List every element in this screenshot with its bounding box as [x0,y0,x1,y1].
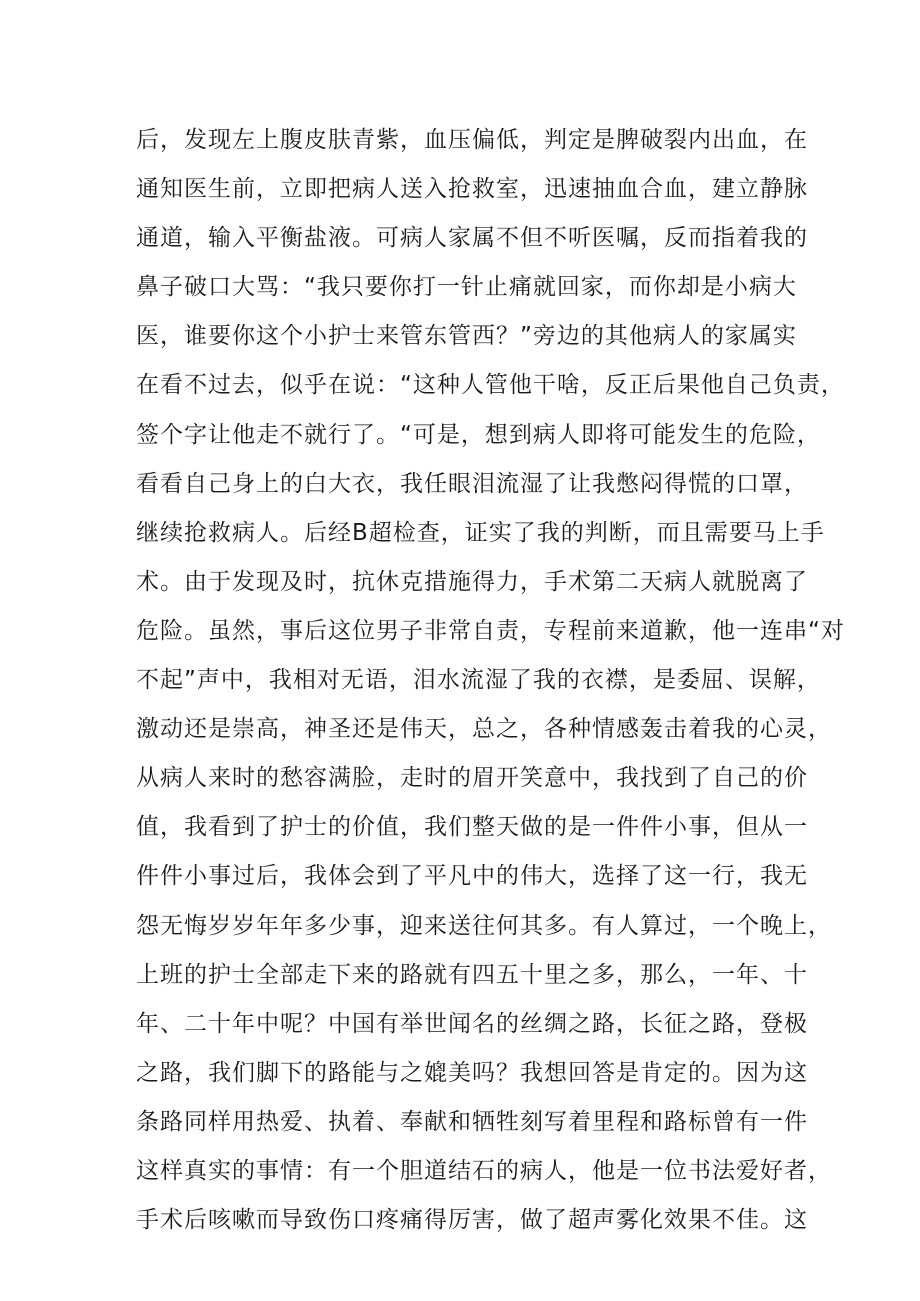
text-line: 不起”声中，我相对无语，泪水流湿了我的衣襟，是委屈、误解， [136,667,821,694]
text-line: 件件小事过后，我体会到了平凡中的伟大，选择了这一行，我无 [136,863,808,890]
text-line: 从病人来时的愁容满脸，走时的眉开笑意中，我找到了自己的价 [136,765,808,792]
text-line: 上班的护士全部走下来的路就有四五十里之多，那么，一年、十 [136,961,808,988]
text-line: 签个字让他走不就行了。“可是，想到病人即将可能发生的危险， [136,421,821,448]
text-line: 激动还是崇高，神圣还是伟天，总之，各种情感轰击着我的心灵， [136,716,832,743]
text-line: 这样真实的事情：有一个胆道结石的病人，他是一位书法爱好者， [136,1157,832,1184]
text-line: 鼻子破口大骂：“我只要你打一针止痛就回家，而你却是小病大 [136,274,797,301]
text-line: 之路，我们脚下的路能与之媲美吗？我想回答是肯定的。因为这 [136,1059,808,1086]
text-line: 后，发现左上腹皮肤青紫，血压偏低，判定是脾破裂内出血，在 [136,127,808,153]
text-line: 在看不过去，似乎在说：“这种人管他干啥，反正后果他自己负责， [136,372,845,399]
text-line: 通道，输入平衡盐液。可病人家属不但不听医嘱，反而指着我的 [136,225,808,252]
text-line: 值，我看到了护士的价值，我们整天做的是一件件小事，但从一 [136,814,808,841]
text-line: 通知医生前，立即把病人送入抢救室，迅速抽血合血，建立静脉 [136,176,808,203]
text-line: 危险。虽然，事后这位男子非常自责，专程前来道歉，他一连串“对 [136,617,845,644]
text-line: 继续抢救病人。后经B超检查，证实了我的判断，而且需要马上手 [136,519,825,546]
text-line: 条路同样用热爱、执着、奉献和牺牲刻写着里程和路标曾有一件 [136,1108,808,1135]
text-line: 手术后咳嗽而导致伤口疼痛得厉害，做了超声雾化效果不佳。这 [136,1207,808,1234]
text-line: 看看自己身上的白大衣，我任眼泪流湿了让我憋闷得慌的口罩， [136,470,808,497]
text-line: 怨无悔岁岁年年多少事，迎来送往何其多。有人算过，一个晚上， [136,912,832,939]
body-text [136,116,845,1245]
text-line: 术。由于发现及时，抗休克措施得力，手术第二天病人就脱离了 [136,568,808,595]
text-line: 年、二十年中呢？中国有举世闻名的丝绸之路，长征之路，登极 [136,1010,808,1037]
text-line: 医，谁要你这个小护士来管东管西？”旁边的其他病人的家属实 [136,323,797,350]
